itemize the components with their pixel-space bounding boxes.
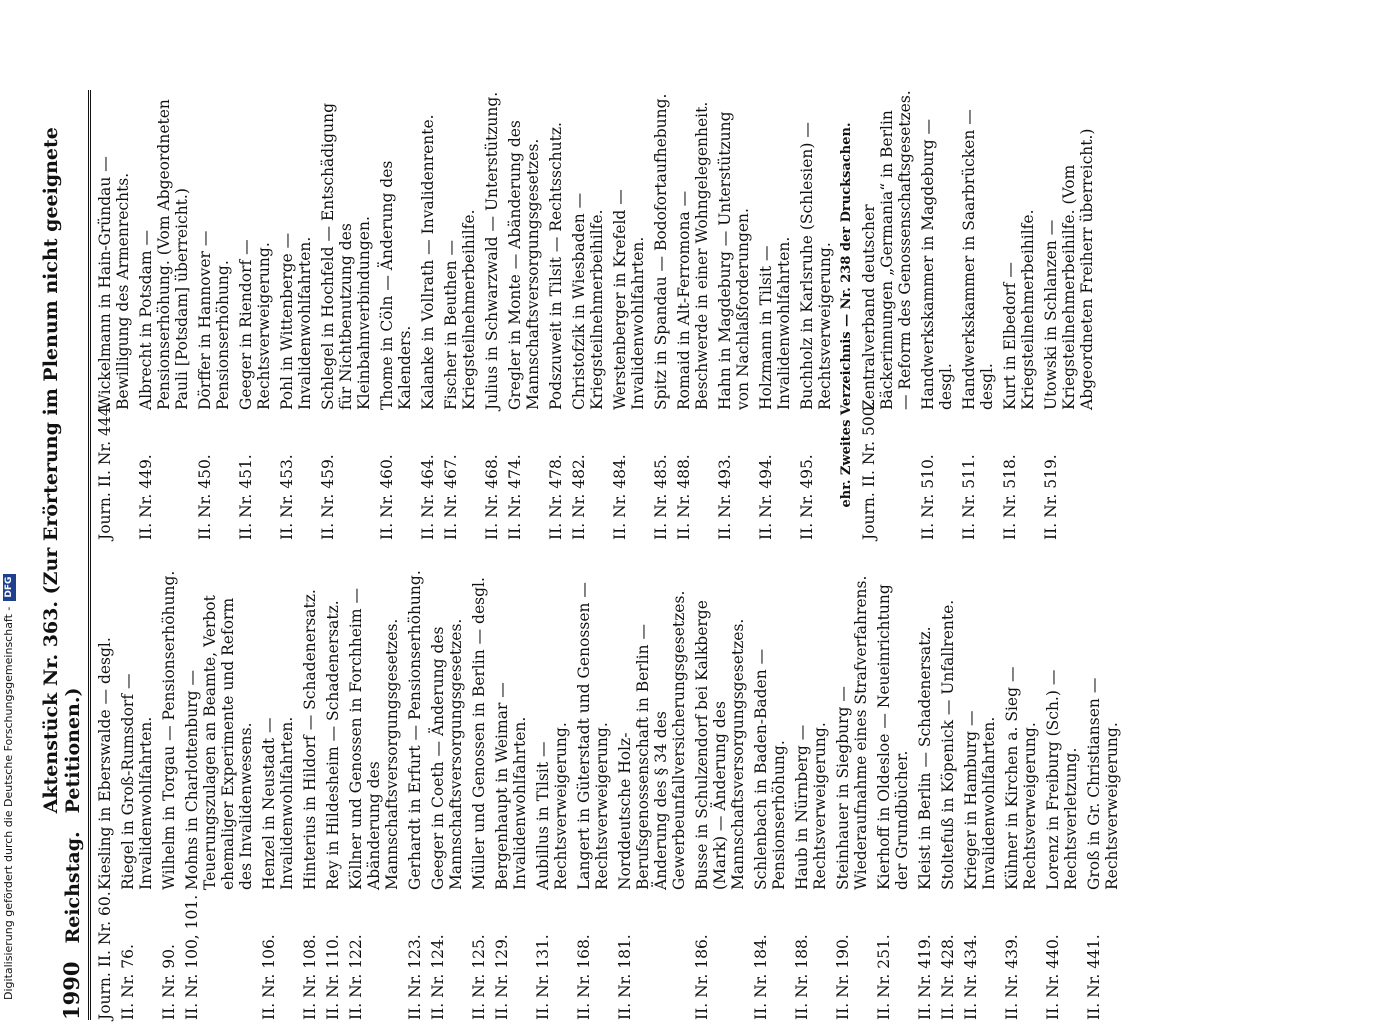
- petition-text: Lorenz in Freiburg (Sch.) — Rechtsverletzung.: [1044, 669, 1080, 890]
- section-subheading: ehr. Zweites Verzeichnis — Nr. 238 der Drucksachen.: [839, 122, 854, 508]
- journal-reference: II. Nr. 439.: [1003, 934, 1021, 1020]
- petition-text: Rey in Hildesheim — Schadenersatz.: [324, 600, 342, 890]
- petition-entry: [347, 570, 401, 1020]
- petition-entry: [378, 90, 414, 540]
- petition-entry: [119, 570, 155, 1020]
- rotated-page-content: [40, 70, 1340, 1030]
- petition-entry: [470, 570, 488, 1020]
- petition-entry: [160, 570, 178, 1020]
- petition-text: Kierhoff in Oldesloe — Neueinrichtung der Grundbücher.: [875, 584, 911, 890]
- petition-text: Schlenbach in Baden-Baden — Pensionserhöhung.: [752, 648, 788, 890]
- journal-reference: II. Nr. 494.: [757, 454, 775, 540]
- petition-entry: [834, 570, 870, 1020]
- petition-entry: [1044, 570, 1080, 1020]
- journal-reference: II. Nr. 131.: [534, 934, 552, 1020]
- journal-reference: II. Nr. 122.: [347, 934, 365, 1020]
- journal-reference: II. Nr. 190.: [834, 934, 852, 1020]
- petition-entry: [319, 90, 373, 540]
- left-column: [96, 570, 1126, 1020]
- journal-reference: II. Nr. 493.: [716, 454, 734, 540]
- petition-entry: [1085, 570, 1121, 1020]
- petition-text: Fischer in Beuthen — Kriegsteilnehmerbeihilfe.: [442, 209, 478, 410]
- digitization-credit: [0, 0, 18, 1000]
- journal-reference: II. Nr. 488.: [675, 454, 693, 540]
- petition-entry: [506, 90, 542, 540]
- petition-entry: [406, 570, 424, 1020]
- petition-text: Zentralverband deutscher Bäckerinnungen „Germania“ in Berlin — Reform des Genossenschaftsgesetzes.: [860, 90, 914, 410]
- petition-text: Gregler in Monte — Abänderung des Mannschaftsversorgungsgesetzes.: [506, 120, 542, 410]
- petition-entry: [547, 90, 565, 540]
- petition-text: Geeger in Riendorf — Rechtsverweigerung.: [237, 239, 273, 410]
- petition-text: Handwerkskammer in Magdeburg — desgl.: [919, 118, 955, 410]
- journal-reference: II. Nr. 474.: [506, 454, 524, 540]
- petition-text: Mohns in Charlottenburg — Teuerungszulagen an Beamte, Verbot ehemaliger Experimente und Reform des Invalidenwesens.: [183, 595, 255, 890]
- petition-entry: [429, 570, 465, 1020]
- journal-reference: II. Nr. 188.: [793, 934, 811, 1020]
- petition-entry: [675, 90, 711, 540]
- journal-reference: II. Nr. 478.: [547, 454, 565, 540]
- petition-text: Christofzik in Wiesbaden — Kriegsteilnehmerbeihilfe.: [570, 192, 606, 410]
- petition-text: Schlegel in Hochfeld — Entschädigung für Nichtbenutzung des Kleinbahnverbindungen.: [319, 103, 373, 410]
- petition-text: Dörffer in Hannover — Pensionserhöhung.: [196, 230, 232, 410]
- journal-reference: II. Nr. 100, 101.: [183, 894, 201, 1020]
- petition-text: Thome in Cöln — Änderung des Kalenders.: [378, 160, 414, 410]
- journal-reference: II. Nr. 124.: [429, 934, 447, 1020]
- petition-text: Buchholz in Karlsruhe (Schlesien) — Rechtsverweigerung.: [798, 122, 834, 410]
- petition-entry: [96, 570, 114, 1020]
- petition-text: Geeger in Coeth — Änderung des Mannschaftsversorgungsgesetzes.: [429, 618, 465, 890]
- journal-reference: II. Nr. 459.: [319, 454, 337, 540]
- journal-reference: II. Nr. 125.: [470, 934, 488, 1020]
- petition-text: Müller und Genossen in Berlin — desgl.: [470, 577, 488, 890]
- journal-reference: II. Nr. 419.: [916, 934, 934, 1020]
- journal-reference: II. Nr. 468.: [483, 454, 501, 540]
- page-title: Aktenstück Nr. 363. (Zur Erörterung im Plenum nicht geeignete Petitionen.): [40, 127, 84, 814]
- journal-reference: II. Nr. 485.: [652, 454, 670, 540]
- petition-text: Köllner und Genossen in Forchheim — Abänderung des Mannschaftsversorgungsgesetzes.: [347, 588, 401, 890]
- petition-entry: [1042, 90, 1096, 540]
- journal-reference: II. Nr. 108.: [301, 934, 319, 1020]
- journal-reference: Journ. II. Nr. 500.: [860, 401, 878, 540]
- petition-text: Holzmann in Tilsit — Invalidenwohlfahrten.: [757, 236, 793, 410]
- page-header: [40, 90, 91, 1020]
- journal-reference: II. Nr. 106.: [260, 934, 278, 1020]
- petition-entry: [324, 570, 342, 1020]
- petition-entry: [919, 90, 955, 540]
- journal-reference: II. Nr. 467.: [442, 454, 460, 540]
- credit-text: Digitalisierung gefördert durch die Deutsche Forschungsgemeinschaft -: [2, 606, 15, 1000]
- petition-entry: [575, 570, 611, 1020]
- petition-text: Kiesling in Eberswalde — desgl.: [96, 637, 114, 890]
- petition-entry: [798, 90, 834, 540]
- petition-entry: [752, 570, 788, 1020]
- petition-text: Wilhelm in Torgau — Pensionserhöhung.: [160, 570, 178, 890]
- petition-entry: [611, 90, 647, 540]
- journal-reference: II. Nr. 184.: [752, 934, 770, 1020]
- petition-text: Gerhardt in Erfurt — Pensionserhöhung.: [406, 570, 424, 890]
- petition-entry: [916, 570, 934, 1020]
- petition-entry: [793, 570, 829, 1020]
- petition-text: Handwerkskammer in Saarbrücken — desgl.: [960, 109, 996, 410]
- petition-text: Langert in Güterstadt und Genossen — Rechtsverweigerung.: [575, 582, 611, 890]
- petition-text: Kleist in Berlin — Schadenersatz.: [916, 626, 934, 890]
- petition-text: Wickelmann in Hain-Gründau — Bewilligung des Armenrechts.: [96, 156, 132, 410]
- journal-reference: II. Nr. 441.: [1085, 934, 1103, 1020]
- journal-reference: Journ. II. Nr. 444.: [96, 401, 114, 540]
- petition-text: Haub in Nürnberg — Rechtsverweigerung.: [793, 722, 829, 890]
- petition-entry: [875, 570, 911, 1020]
- petition-entry: [570, 90, 606, 540]
- petition-text: Hinterius in Hildorf — Schadenersatz.: [301, 589, 319, 890]
- journal-reference: II. Nr. 440.: [1044, 934, 1062, 1020]
- journal-reference: II. Nr. 123.: [406, 934, 424, 1020]
- journal-reference: II. Nr. 76.: [119, 944, 137, 1020]
- petition-entry: [442, 90, 478, 540]
- journal-reference: II. Nr. 168.: [575, 934, 593, 1020]
- journal-reference: II. Nr. 110.: [324, 934, 342, 1020]
- petition-text: Spitz in Spandau — Bodofortaufhebung.: [652, 93, 670, 410]
- petition-entry: [1003, 570, 1039, 1020]
- petition-entry: [493, 570, 529, 1020]
- journal-reference: II. Nr. 186.: [693, 934, 711, 1020]
- journal-reference: II. Nr. 450.: [196, 454, 214, 540]
- right-column: [96, 90, 1126, 540]
- journal-reference: II. Nr. 90.: [160, 944, 178, 1020]
- petition-text: Albrecht in Potsdam — Pensionserhöhung. (Vom Abgeordneten Pauli [Potsdam] überreicht.): [137, 99, 191, 410]
- petition-entry: [301, 570, 319, 1020]
- petition-text: Norddeutsche Holz-Berufsgenossenschaft in Berlin — Änderung des § 34 des Gewerbeunfallversicherungsgesetzes.: [616, 590, 688, 890]
- petition-text: Krieger in Hamburg — Invalidenwohlfahrten.: [962, 710, 998, 890]
- journal-reference: II. Nr. 511.: [960, 454, 978, 540]
- petition-entry: [1001, 90, 1037, 540]
- petition-entry: [96, 90, 132, 540]
- petition-text: Henzel in Neustadt — Invalidenwohlfahrten.: [260, 716, 296, 890]
- petition-text: Bergenhaupt in Weimar — Invalidenwohlfahrten.: [493, 682, 529, 890]
- petition-entry: [860, 90, 914, 540]
- petition-entry: [616, 570, 688, 1020]
- dfg-logo: DFG: [3, 574, 16, 601]
- petition-entry: [960, 90, 996, 540]
- petition-text: Stoltefuß in Köpenick — Unfallrente.: [939, 599, 957, 890]
- petition-entry: [693, 570, 747, 1020]
- petition-text: Werstenberger in Krefeld — Invalidenwohlfahrten.: [611, 189, 647, 410]
- petition-entry: [757, 90, 793, 540]
- petition-text: Busse in Schulzendorf bei Kalkberge (Mark) — Änderung des Mannschaftsversorgungsgesetzes.: [693, 600, 747, 890]
- petition-entry: [716, 90, 752, 540]
- journal-reference: II. Nr. 181.: [616, 934, 634, 1020]
- petition-text: Podszuweit in Tilsit — Rechtsschutz.: [547, 122, 565, 410]
- petition-entry: [652, 90, 670, 540]
- petition-entry: [237, 90, 273, 540]
- petition-text: Hahn in Magdeburg — Unterstützung von Nachlaßforderungen.: [716, 111, 752, 410]
- petition-text: Aubillus in Tilsit — Rechtsverweigerung.: [534, 722, 570, 890]
- journal-reference: II. Nr. 451.: [237, 454, 255, 540]
- petition-text: Julius in Schwarzwald — Unterstützung.: [483, 91, 501, 410]
- journal-reference: II. Nr. 518.: [1001, 454, 1019, 540]
- petition-entry: [939, 570, 957, 1020]
- journal-reference: II. Nr. 449.: [137, 454, 155, 540]
- journal-reference: II. Nr. 453.: [278, 454, 296, 540]
- journal-reference: II. Nr. 428.: [939, 934, 957, 1020]
- journal-reference: II. Nr. 464.: [419, 454, 437, 540]
- journal-reference: II. Nr. 519.: [1042, 454, 1060, 540]
- journal-reference: II. Nr. 495.: [798, 454, 816, 540]
- petition-entry: [534, 570, 570, 1020]
- petition-text: Groß in Gr. Christiansen — Rechtsverweigerung.: [1085, 677, 1121, 890]
- journal-reference: II. Nr. 251.: [875, 934, 893, 1020]
- petition-text: Pohl in Wittenberge — Invalidenwohlfahrten.: [278, 232, 314, 410]
- petition-entry: [419, 90, 437, 540]
- petition-text: Kühner in Kirchen a. Sieg — Rechtsverweigerung.: [1003, 666, 1039, 890]
- petition-entry: [962, 570, 998, 1020]
- petition-entry: [183, 570, 255, 1020]
- scanned-page: [40, 70, 1360, 1020]
- source-label: Reichstag.: [62, 831, 84, 944]
- journal-reference: II. Nr. 129.: [493, 934, 511, 1020]
- petition-text: Steinhauer in Siegburg — Wiederaufnahme eines Strafverfahrens.: [834, 575, 870, 890]
- petition-text: Riegel in Groß-Rumsdorf — Invalidenwohlfahrten.: [119, 673, 155, 890]
- petition-text: Kurt in Elbedorf — Kriegsteilnehmerbeihilfe.: [1001, 209, 1037, 410]
- petition-entry: [260, 570, 296, 1020]
- journal-reference: II. Nr. 484.: [611, 454, 629, 540]
- petition-text: Utowski in Schlanzen — Kriegsteilnehmerbeihilfe. (Vom Abgeordneten Freiherr überreicht.): [1042, 128, 1096, 410]
- journal-reference: Journ. II. Nr. 60.: [96, 891, 114, 1020]
- petition-entry: [196, 90, 232, 540]
- petition-text: Romaid in Alt-Ferromona — Beschwerde in einer Wohngelegenheit.: [675, 101, 711, 410]
- journal-reference: II. Nr. 460.: [378, 454, 396, 540]
- petition-text: Kalanke in Vollrath — Invalidenrente.: [419, 114, 437, 410]
- journal-reference: II. Nr. 434.: [962, 934, 980, 1020]
- petition-entry: [278, 90, 314, 540]
- page-number: 1990: [59, 961, 84, 1020]
- journal-reference: II. Nr. 482.: [570, 454, 588, 540]
- petition-entry: [483, 90, 501, 540]
- petition-entry: [137, 90, 191, 540]
- journal-reference: II. Nr. 510.: [919, 454, 937, 540]
